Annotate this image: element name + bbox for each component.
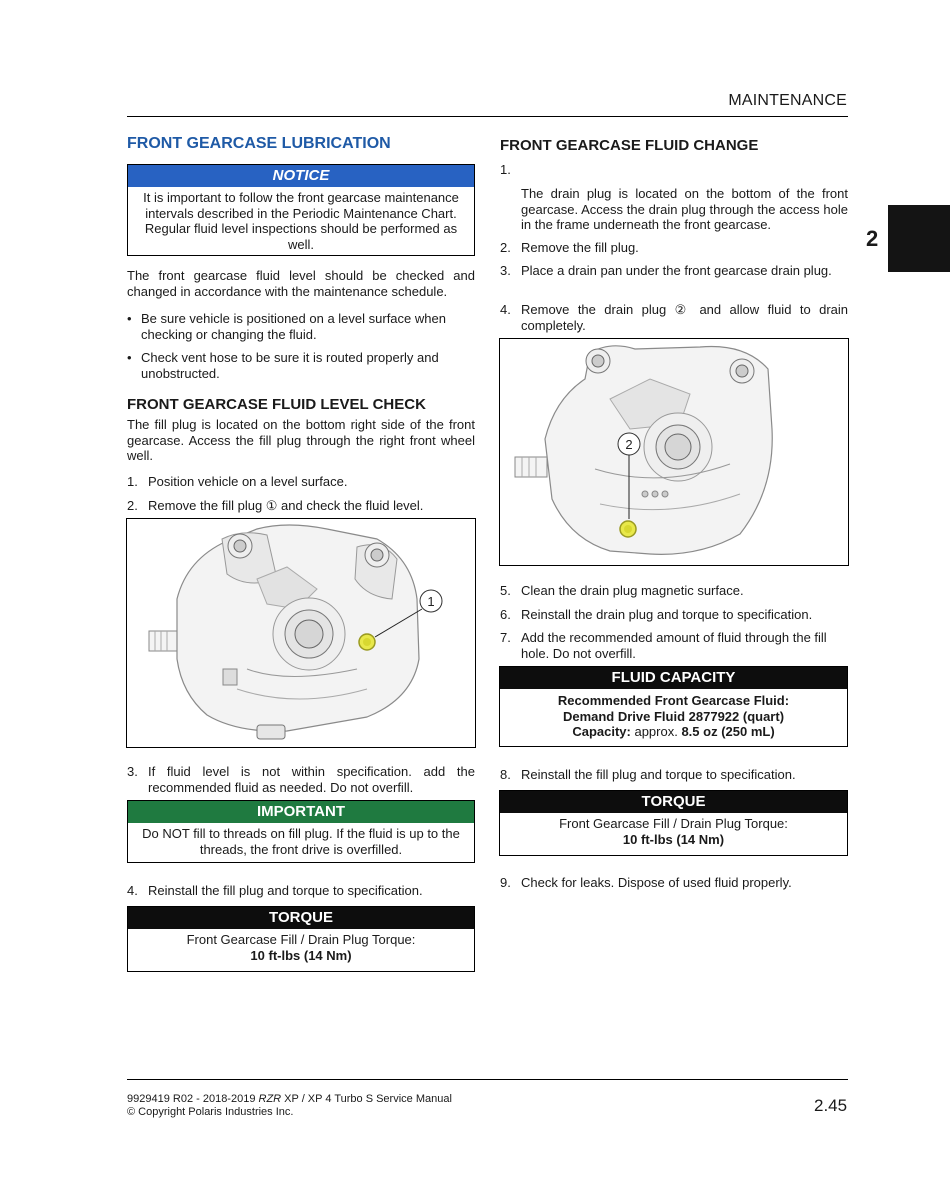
important-box	[127, 800, 475, 863]
footer-doc-info	[127, 1093, 452, 1118]
fluid-capacity-box	[499, 666, 848, 747]
step-text: If fluid level is not within specification. add the recommended fluid as needed. Do not overfill.	[148, 764, 475, 795]
copyright: © Copyright Polaris Industries Inc.	[127, 1105, 294, 1118]
footer-rule	[127, 1079, 848, 1080]
step-number: 6.	[500, 607, 511, 622]
step-number: 2.	[500, 240, 511, 255]
step-text: Reinstall the drain plug and torque to specification.	[521, 607, 813, 622]
step-number: 1.	[127, 474, 138, 489]
bullet-dot: •	[127, 350, 132, 365]
level-check-intro: The fill plug is located on the bottom right side of the front gearcase. Access the fill plug through the right front wheel well.	[127, 417, 475, 463]
doc-suffix: XP / XP 4 Turbo S Service Manual	[281, 1093, 452, 1105]
torque-description: Front Gearcase Fill / Drain Plug Torque:	[559, 816, 788, 831]
fluid-capacity-label: FLUID CAPACITY	[500, 667, 847, 689]
step-number: 5.	[500, 583, 511, 598]
chapter-tab	[888, 205, 950, 272]
bullet-dot: •	[127, 311, 132, 326]
level-check-heading: FRONT GEARCASE FLUID LEVEL CHECK	[127, 396, 426, 413]
fill-plug-figure	[126, 518, 476, 748]
notice-label: NOTICE	[128, 165, 474, 187]
document-number	[127, 1093, 452, 1106]
torque-value: 10 ft-lbs (14 Nm)	[622, 831, 725, 847]
bullet-text: Check vent hose to be sure it is routed properly and unobstructed.	[141, 350, 439, 381]
torque-label: TORQUE	[128, 907, 474, 929]
step-text: The drain plug is located on the bottom of the front gearcase. Access the drain plug through the access hole in the frame underneath the front gearcase.	[521, 186, 848, 232]
step-text: Position vehicle on a level surface.	[148, 474, 348, 489]
important-text: Do NOT fill to threads on fill plug. If the fluid is up to the threads, the front drive is overfilled.	[142, 826, 460, 857]
step-text: Reinstall the fill plug and torque to specification.	[521, 767, 796, 782]
section-title: MAINTENANCE	[728, 92, 847, 109]
step-text: Add the recommended amount of fluid through the fill hole. Do not overfill.	[521, 630, 827, 661]
step-text: Remove the fill plug ① and check the fluid level.	[148, 498, 424, 513]
torque-label: TORQUE	[500, 791, 847, 813]
step-number: 3.	[500, 263, 511, 278]
fluid-change-heading: FRONT GEARCASE FLUID CHANGE	[500, 137, 759, 154]
step-number: 4.	[127, 883, 138, 898]
lubrication-intro: The front gearcase fluid level should be checked and changed in accordance with the maintenance schedule.	[127, 268, 475, 299]
torque-box	[499, 790, 848, 856]
step-number: 1.	[500, 162, 511, 177]
step-text: Reinstall the fill plug and torque to specification.	[148, 883, 423, 898]
gearcase-illustration	[500, 339, 847, 564]
step-number: 7.	[500, 630, 511, 645]
page-number: 2.45	[814, 1096, 848, 1115]
fluid-capacity-line	[506, 724, 841, 740]
step-number: 9.	[500, 875, 511, 890]
gearcase-illustration	[127, 519, 474, 746]
torque-description: Front Gearcase Fill / Drain Plug Torque:	[186, 932, 416, 947]
step-text: Remove the fill plug.	[521, 240, 639, 255]
drain-plug-figure	[499, 338, 849, 566]
callout-label: 1	[427, 594, 435, 609]
doc-model: RZR	[258, 1093, 282, 1105]
torque-box	[127, 906, 475, 972]
fluid-recommendation: Recommended Front Gearcase Fluid:	[557, 693, 790, 708]
torque-value: 10 ft-lbs (14 Nm)	[250, 947, 352, 963]
step-text: Clean the drain plug magnetic surface.	[521, 583, 744, 598]
doc-prefix: 9929419 R02 - 2018-2019	[127, 1093, 259, 1105]
step-text: Place a drain pan under the front gearcase drain plug.	[521, 263, 832, 278]
step-number: 2.	[127, 498, 138, 513]
step-number: 3.	[127, 764, 138, 779]
header-rule	[127, 116, 848, 117]
notice-text: It is important to follow the front gearcase maintenance intervals described in the Periodic Maintenance Chart. Regular fluid level inspections should be performed as well.	[143, 190, 459, 252]
step-number: 4.	[500, 302, 511, 317]
notice-box	[127, 164, 475, 256]
capacity-label: Capacity:	[572, 724, 631, 739]
step-text: Remove the drain plug ② and allow fluid to drain completely.	[521, 302, 848, 333]
step-text: Check for leaks. Dispose of used fluid properly.	[521, 875, 792, 890]
bullet-text: Be sure vehicle is positioned on a level surface when checking or changing the fluid.	[141, 311, 446, 342]
capacity-value: 8.5 oz (250 mL)	[681, 724, 775, 739]
important-label: IMPORTANT	[128, 801, 474, 823]
fluid-product: Demand Drive Fluid 2877922 (quart)	[562, 708, 785, 724]
capacity-approx: approx.	[630, 724, 682, 739]
chapter-tab-number: 2	[866, 226, 879, 251]
callout-label: 2	[625, 437, 633, 452]
step-number: 8.	[500, 767, 511, 782]
lubrication-heading: FRONT GEARCASE LUBRICATION	[127, 135, 391, 152]
